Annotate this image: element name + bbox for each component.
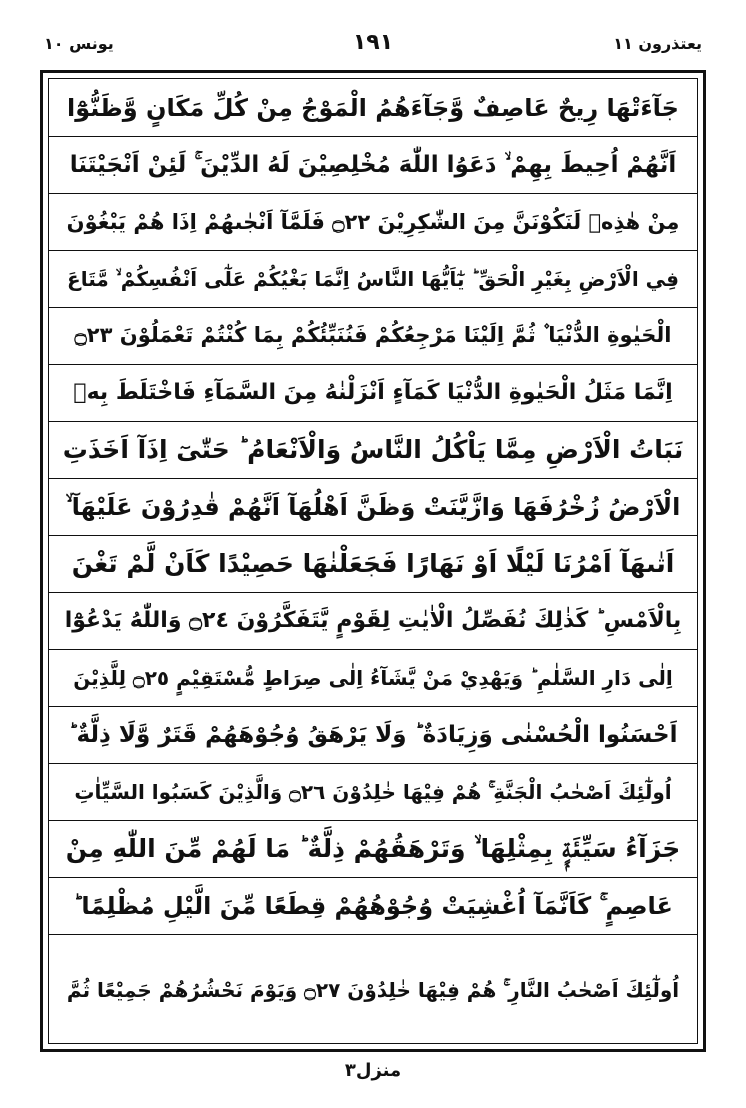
manzil-label: منزل۳ (344, 1060, 402, 1081)
verse-line-12: اَحْسَنُوا الْحُسْنٰى وَزِيَادَةٌ ؕ وَلَا يَرْهَقُ وُجُوْهَهُمْ قَتَرٌ وَّلَا ذِلَّةٌ ؕ (68, 721, 678, 748)
verse-line-7: نَبَاتُ الْاَرْضِ مِمَّا يَاْكُلُ النَّاسُ وَالْاَنْعَامُ ؕ حَتّٰىٓ اِذَآ اَخَذَتِ (62, 435, 684, 464)
page-header (40, 30, 706, 70)
verse-line-9: اَتٰىهَآ اَمْرُنَا لَيْلًا اَوْ نَهَارًا فَجَعَلْنٰهَا حَصِيْدًا كَاَنْ لَّمْ تَغْنَ (71, 549, 675, 578)
verse-line-15: عَاصِمٍ ۚ كَاَنَّمَآ اُغْشِيَتْ وُجُوْهُهُمْ قِطَعًا مِّنَ الَّيْلِ مُظْلِمًا ؕ (73, 891, 673, 920)
verse-line-11: اِلٰى دَارِ السَّلٰمِ ؕ وَيَهْدِيْ مَنْ يَّشَآءُ اِلٰى صِرَاطٍ مُّسْتَقِيْمٍ ۝٢٥ لِلَّذِيْنَ (73, 665, 673, 690)
surah-name: یونس ۱۰ (44, 34, 114, 53)
page-frame (40, 70, 706, 1052)
page-number: ۱۹۱ (352, 30, 394, 55)
verse-line-2: اَنَّهُمْ اُحِيطَ بِهِمْ ۙ دَعَوُا اللّٰهَ مُخْلِصِيْنَ لَهُ الدِّيْنَ ۚ لَئِنْ اَنْجَيْتَنَا (69, 151, 677, 178)
text-block (48, 78, 698, 1044)
verse-line-4: فِي الْاَرْضِ بِغَيْرِ الْحَقِّ ؕ يٰٓاَيُّهَا النَّاسُ اِنَّمَا بَغْيُكُمْ عَلٰٓى اَنْفُسِكُمْ ۙ مَّتَاعَ (67, 266, 679, 291)
verse-line-5: الْحَيٰوةِ الدُّنْيَا ۫ ثُمَّ اِلَيْنَا مَرْجِعُكُمْ فَنُنَبِّئُكُمْ بِمَا كُنْتُمْ تَعْمَلُوْنَ ۝٢٣ (74, 323, 672, 347)
para-name: یعتذرون ۱۱ (613, 34, 702, 53)
verse-line-16: اُولٰٓئِكَ اَصْحٰبُ النَّارِ ۚ هُمْ فِيْهَا خٰلِدُوْنَ ۝٢٧ وَيَوْمَ نَحْشُرُهُمْ جَمِيْعًا ثُمَّ (66, 978, 680, 1002)
verse-line-13: اُولٰٓئِكَ اَصْحٰبُ الْجَنَّةِ ۚ هُمْ فِيْهَا خٰلِدُوْنَ ۝٢٦ وَالَّذِيْنَ كَسَبُوا السَّيِّاٰتِ (74, 779, 672, 804)
verse-line-6: اِنَّمَا مَثَلُ الْحَيٰوةِ الدُّنْيَا كَمَآءٍ اَنْزَلْنٰهُ مِنَ السَّمَآءِ فَاخْتَلَطَ بِهٖ (73, 380, 673, 405)
verse-line-8: الْاَرْضُ زُخْرُفَهَا وَازَّيَّنَتْ وَظَنَّ اَهْلُهَآ اَنَّهُمْ قٰدِرُوْنَ عَلَيْهَآ ۙ (65, 492, 681, 521)
verse-line-10: بِالْاَمْسِ ؕ كَذٰلِكَ نُفَصِّلُ الْاٰيٰتِ لِقَوْمٍ يَّتَفَكَّرُوْنَ ۝٢٤ وَاللّٰهُ يَدْعُوْٓا (64, 608, 682, 633)
verse-line-3: مِنْ هٰذِهٖ لَنَكُوْنَنَّ مِنَ الشّٰكِرِيْنَ ۝٢٢ فَلَمَّآ اَنْجٰىهُمْ اِذَا هُمْ يَبْغُوْنَ (66, 209, 680, 234)
verse-line-14: جَزَآءُ سَيِّئَةٍۭ بِمِثْلِهَا ۙ وَتَرْهَقُهُمْ ذِلَّةٌ ؕ مَا لَهُمْ مِّنَ اللّٰهِ مِنْ (65, 833, 681, 863)
verse-line-1: جَآءَتْهَا رِيحٌ عَاصِفٌ وَّجَآءَهُمُ الْمَوْجُ مِنْ كُلِّ مَكَانٍ وَّظَنُّوْٓا (67, 93, 679, 122)
